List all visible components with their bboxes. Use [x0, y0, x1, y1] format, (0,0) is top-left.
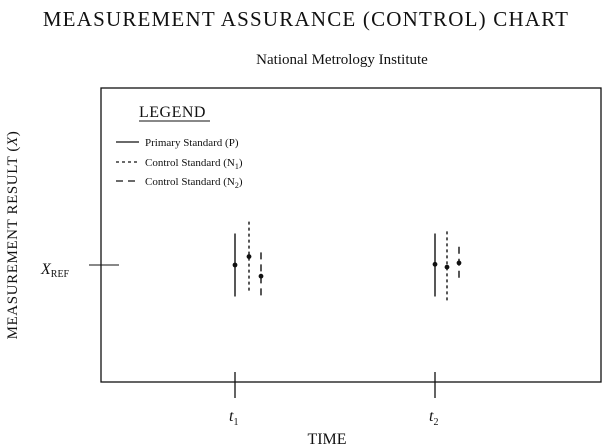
y-axis-label-var: X — [5, 136, 21, 146]
legend-label-n1-close: ) — [238, 157, 243, 169]
point-dotted-2 — [445, 265, 450, 270]
y-axis-label — [5, 131, 21, 340]
data-marks — [233, 222, 462, 302]
point-solid-2 — [433, 262, 438, 267]
x-tick-label-1: $t_1$ — [229, 408, 239, 428]
chart-subtitle: National Metrology Institute — [256, 52, 428, 68]
y-ref-label-sub: REF — [50, 269, 70, 280]
chart-title: MEASUREMENT ASSURANCE (CONTROL) CHART — [42, 7, 570, 31]
legend-label-primary-text: Primary Standard (P) — [145, 137, 239, 149]
legend-label-n2 — [145, 176, 243, 190]
x-axis-label: TIME — [307, 431, 347, 447]
legend-label-primary — [145, 137, 239, 149]
y-ref-label-main: X — [41, 261, 51, 278]
y-axis-label-text: MEASUREMENT RESULT ( — [5, 145, 21, 340]
legend — [116, 104, 243, 190]
legend-label-n2-text: Control Standard (N — [145, 176, 235, 188]
plot-frame — [101, 88, 601, 382]
point-solid-1 — [233, 263, 238, 268]
point-dotted-1 — [247, 254, 252, 259]
legend-label-n1-sub: 1 — [234, 162, 239, 171]
point-dashed-1 — [259, 274, 264, 279]
x-tick-label-2: $t_2$ — [429, 408, 439, 428]
y-ref-label — [40, 261, 70, 280]
legend-title: LEGEND — [139, 104, 206, 121]
x-ticks — [229, 372, 438, 428]
point-dashed-2 — [457, 261, 462, 266]
legend-label-n2-sub: 2 — [234, 181, 239, 190]
legend-label-n1-text: Control Standard (N — [145, 157, 235, 169]
y-axis-label-close: ) — [5, 130, 21, 137]
legend-label-n1 — [145, 157, 243, 171]
legend-label-n2-close: ) — [238, 176, 243, 188]
